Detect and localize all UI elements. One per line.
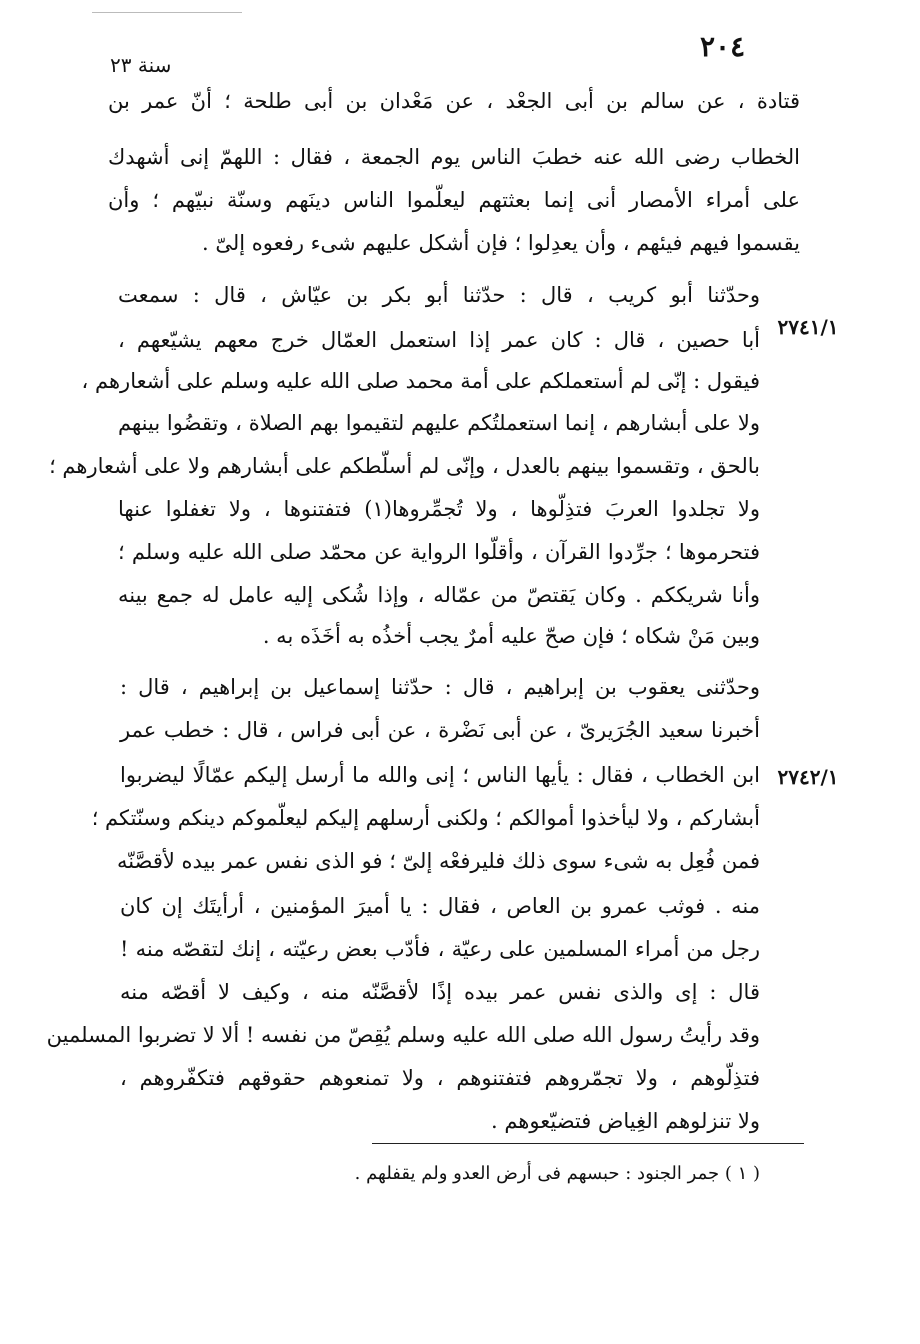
text-line: وبين مَنْ شكاه ؛ فإن صحّ عليه أمرٌ يجب أخذُه به أخَذَه به . xyxy=(262,624,760,648)
text-line: أخبرنا سعيد الجُرَيرىّ ، عن أبى نَضْرة ، عن أبى فراس ، قال : خطب عمر xyxy=(120,718,760,742)
text-line: أبا حصين ، قال : كان عمر إذا استعمل العمّال خرج معهم يشيّعهم ، xyxy=(118,328,760,352)
text-line: ابن الخطاب ، فقال : يأيها الناس ؛ إنى والله ما أرسل إليكم عمّالًا ليضربوا xyxy=(120,763,760,787)
text-line: على أمراء الأمصار أنى إنما بعثتهم ليعلّموا الناس دينَهم وسنّة نبيّهم ؛ وأن xyxy=(108,188,800,212)
text-line: قتادة ، عن سالم بن أبى الجعْد ، عن مَعْدان بن أبى طلحة ؛ أنّ عمر بن xyxy=(108,89,800,113)
text-line: وقد رأيتُ رسول الله صلى الله عليه وسلم يُقِصّ من نفسه ! ألا لا تضربوا المسلمين xyxy=(46,1023,760,1047)
text-line: بالحق ، وتقسموا بينهم بالعدل ، وإنّى لم أسلّطكم على أبشارهم ولا على أشعارهم ؛ xyxy=(49,454,760,478)
text-line: منه . فوثب عمرو بن العاص ، فقال : يا أميرَ المؤمنين ، أرأيتَك إن كان xyxy=(120,894,760,918)
footnote-divider xyxy=(372,1143,804,1144)
text-line: أبشاركم ، ولا ليأخذوا أموالكم ؛ ولكنى أرسلهم إليكم ليعلّموكم دينكم وسنّتكم ؛ xyxy=(91,806,760,830)
margin-reference-number: ٢٧٤١/١ xyxy=(777,315,839,339)
text-line: قال : إى والذى نفس عمر بيده إذًا لأقصَّنّه منه ، وكيف لا أقصّه منه xyxy=(120,980,760,1004)
page-number: ٢٠٤ xyxy=(700,30,746,63)
text-line: يقسموا فيهم فيئهم ، وأن يعدِلوا ؛ فإن أشكل عليهم شىء رفعوه إلىّ . xyxy=(202,231,800,255)
top-edge-rule xyxy=(92,12,242,13)
text-line: فيقول : إنّى لم أستعملكم على أمة محمد صلى الله عليه وسلم على أشعارهم ، xyxy=(81,369,760,393)
text-line: فمن فُعِل به شىء سوى ذلك فليرفعْه إلىّ ؛ فو الذى نفس عمر بيده لأقصَّنّه xyxy=(117,849,760,873)
text-line: ولا على أبشارهم ، إنما استعملتُكم عليهم لتقيموا بهم الصلاة ، وتقضُوا بينهم xyxy=(118,411,760,435)
year-label: سنة ٢٣ xyxy=(110,53,172,77)
text-line: وحدّثنا أبو كريب ، قال : حدّثنا أبو بكر بن عيّاش ، قال : سمعت xyxy=(118,283,760,307)
text-line: رجل من أمراء المسلمين على رعيّة ، فأدّب بعض رعيّته ، إنك لتقصّه منه ! xyxy=(120,937,760,961)
footnote: ( ١ ) جمر الجنود : حبسهم فى أرض العدو ولم يقفلهم . xyxy=(354,1163,760,1184)
text-line: وحدّثنى يعقوب بن إبراهيم ، قال : حدّثنا إسماعيل بن إبراهيم ، قال : xyxy=(120,675,760,699)
text-line: فتذِلّوهم ، ولا تجمّروهم فتفتنوهم ، ولا تمنعوهم حقوقهم فتكفّروهم ، xyxy=(120,1066,760,1090)
text-line: فتحرموها ؛ جرِّدوا القرآن ، وأقلّوا الرواية عن محمّد صلى الله عليه وسلم ؛ xyxy=(118,540,760,564)
margin-reference-number: ٢٧٤٢/١ xyxy=(777,765,839,789)
text-line: ولا تجلدوا العربَ فتذِلّوها ، ولا تُجمِّروها(١) فتفتنوها ، ولا تغفلوا عنها xyxy=(118,497,760,521)
text-line: ولا تنزلوهم الغِياض فتضيّعوهم . xyxy=(490,1109,760,1133)
text-line: وأنا شريككم . وكان يَقتصّ من عمّاله ، وإذا شُكى إليه عامل له جمع بينه xyxy=(118,583,760,607)
text-line: الخطاب رضى الله عنه خطبَ الناس يوم الجمعة ، فقال : اللهمّ إنى أشهدك xyxy=(108,145,800,169)
